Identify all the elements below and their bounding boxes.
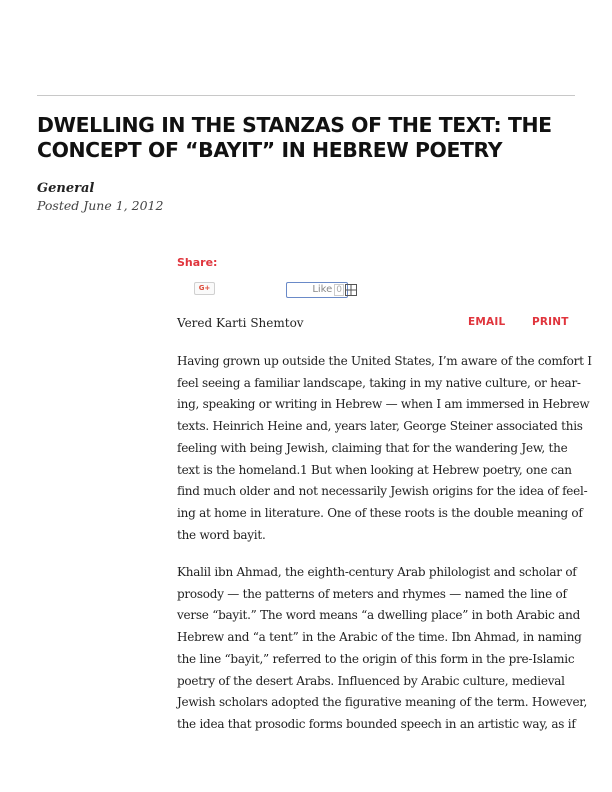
- like-button[interactable]: [286, 282, 348, 298]
- paragraph-line: ing at home in literature. One of these roots is the double meaning of: [177, 505, 583, 520]
- paragraph-line: feel seeing a familiar landscape, taking in my native culture, or hear-: [177, 375, 581, 390]
- article-category[interactable]: General: [37, 181, 95, 196]
- like-label: Like: [312, 284, 333, 295]
- google-plus-button[interactable]: [194, 282, 215, 295]
- paragraph-line: the line “bayit,” referred to the origin of this form in the pre-Islamic: [177, 651, 575, 666]
- paragraph-line: Having grown up outside the United States, I’m aware of the comfort I: [177, 354, 592, 368]
- author-name: Vered Karti Shemtov: [177, 316, 304, 330]
- google-plus-icon: G+: [198, 284, 211, 292]
- share-grid-icon[interactable]: [345, 284, 357, 296]
- body-paragraph-2: [177, 562, 588, 736]
- paragraph-line: Jewish scholars adopted the figurative meaning of the term. However,: [177, 695, 588, 710]
- paragraph-line: the word bayit.: [177, 527, 266, 542]
- header-divider: [37, 95, 575, 96]
- body-paragraph-1: [177, 351, 592, 546]
- paragraph-line: Hebrew and “a tent” in the Arabic of the time. Ibn Ahmad, in naming: [177, 630, 582, 645]
- paragraph-line: Khalil ibn Ahmad, the eighth-century Arab philologist and scholar of: [177, 565, 577, 579]
- posted-date: Posted June 1, 2012: [37, 198, 164, 213]
- paragraph-line: feeling with being Jewish, claiming that for the wandering Jew, the: [177, 440, 568, 455]
- print-link[interactable]: PRINT: [532, 316, 569, 328]
- article-title: DWELLING IN THE STANZAS OF THE TEXT: THE CONCEPT OF “BAYIT” IN HEBREW POETRY: [37, 113, 552, 162]
- paragraph-line: find much older and not necessarily Jewish origins for the idea of feel-: [177, 484, 588, 499]
- like-count: 0: [336, 285, 342, 295]
- paragraph-line: poetry of the desert Arabs. Influenced by Arabic culture, medieval: [177, 673, 565, 688]
- paragraph-line: verse “bayit.” The word means “a dwelling place” in both Arabic and: [177, 608, 580, 623]
- email-link[interactable]: EMAIL: [468, 316, 506, 328]
- share-label: Share:: [177, 256, 218, 269]
- paragraph-line: prosody — the patterns of meters and rhymes — named the line of: [177, 586, 567, 601]
- paragraph-line: texts. Heinrich Heine and, years later, George Steiner associated this: [177, 419, 583, 434]
- paragraph-line: ing, speaking or writing in Hebrew — when I am immersed in Hebrew: [177, 397, 590, 412]
- paragraph-line: the idea that prosodic forms bounded speech in an artistic way, as if: [177, 716, 576, 731]
- paragraph-line: text is the homeland.1 But when looking at Hebrew poetry, one can: [177, 462, 572, 477]
